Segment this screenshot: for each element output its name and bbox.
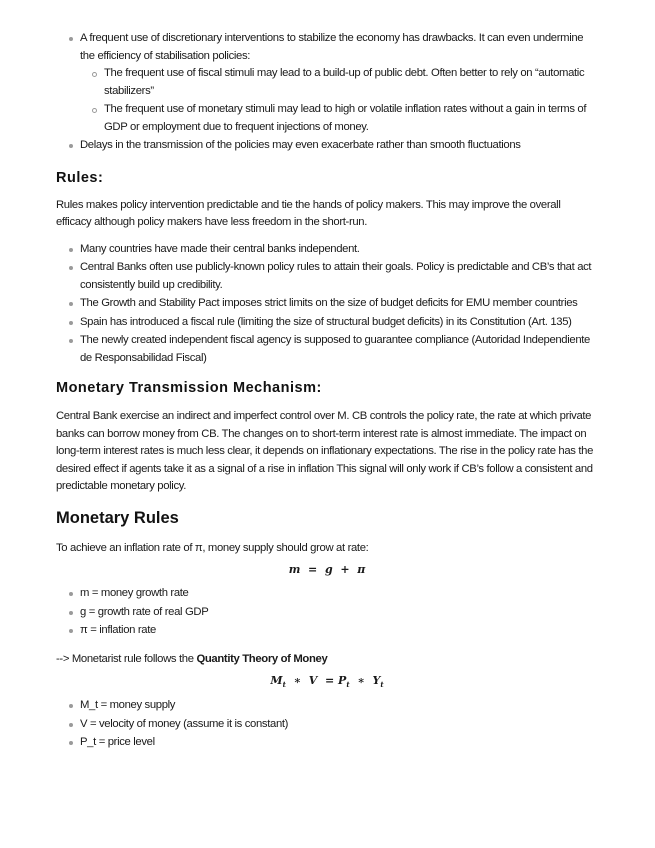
rules-paragraph: Rules makes policy intervention predictable and tie the hands of policy makers. This may improve the overall efficacy although policy makers have less freedom in the short-run. xyxy=(56,198,561,228)
list-item: Delays in the transmission of the policies may even exacerbate rather than smooth fluctuations xyxy=(56,137,598,155)
list-item: π = inflation rate xyxy=(56,622,598,640)
formula-symbol: ∗ xyxy=(357,674,365,687)
monetary-rules-intro: To achieve an inflation rate of π, money supply should grow at rate: xyxy=(56,541,369,554)
rules-list xyxy=(56,241,598,368)
formula-symbol: m xyxy=(288,563,301,576)
formula-symbol: + xyxy=(340,563,350,576)
formula-symbol: g xyxy=(324,563,333,576)
sub-list-item: The frequent use of monetary stimuli may lead to high or volatile inflation rates without a gain in terms of GDP or employment due to frequent injections of money. xyxy=(80,101,598,136)
formula-symbol: = xyxy=(308,563,318,576)
formula-symbol: P xyxy=(338,674,347,687)
formula-subscript: t xyxy=(346,680,350,690)
list-item: P_t = price level xyxy=(56,734,598,752)
monetarist-rule-line xyxy=(56,651,598,669)
list-item: g = growth rate of real GDP xyxy=(56,604,598,622)
monetarist-bold-term: Quantity Theory of Money xyxy=(196,652,328,665)
list-item: V = velocity of money (assume it is constant) xyxy=(56,716,598,734)
monetarist-prefix: --> Monetarist rule follows the xyxy=(56,652,197,665)
formula1-variables xyxy=(56,585,598,640)
list-item: Spain has introduced a fiscal rule (limiting the size of structural budget deficits) in its Constitution (Art. 135) xyxy=(56,314,598,332)
list-item xyxy=(56,30,598,136)
formula-symbol: M xyxy=(270,674,283,687)
formula-quantity-theory xyxy=(56,674,598,689)
sub-list-item: The frequent use of fiscal stimuli may lead to a build-up of public debt. Often better to rely on “automatic stabilizers” xyxy=(80,65,598,100)
intro-list xyxy=(56,30,598,155)
rules-heading: Rules: xyxy=(56,169,104,186)
formula-symbol: Y xyxy=(372,674,381,687)
list-item: The Growth and Stability Pact imposes strict limits on the size of budget deficits for EMU member countries xyxy=(56,295,598,313)
formula-symbol: V xyxy=(308,674,318,687)
list-item: m = money growth rate xyxy=(56,585,598,603)
formula-symbol: π xyxy=(357,563,366,576)
list-item: M_t = money supply xyxy=(56,697,598,715)
formula-subscript: t xyxy=(282,680,286,690)
formula-symbol: ∗ xyxy=(293,674,302,687)
list-item: Many countries have made their central banks independent. xyxy=(56,241,598,259)
formula2-variables xyxy=(56,697,598,752)
mtm-heading: Monetary Transmission Mechanism: xyxy=(56,380,322,396)
formula-subscript: t xyxy=(380,680,384,690)
list-item: Central Banks often use publicly-known policy rules to attain their goals. Policy is predictable and CB’s that act consistently build up credibility. xyxy=(56,259,598,294)
mtm-paragraph: Central Bank exercise an indirect and imperfect control over M. CB controls the policy rate, the rate at which private banks can borrow money from CB. The changes on to short-term interest rate is almost immediate. The impact on long-term interest rates is much less clear, it depends on inflationary expectations. The rise in the policy rate has the desired effect if agents take it as a signal of a rise in inflation This signal will only work if CB’s follow a consistent and predictable monetary policy. xyxy=(56,410,594,492)
sub-list xyxy=(80,65,598,136)
formula-money-growth xyxy=(56,563,598,576)
formula-symbol: = xyxy=(324,674,335,687)
monetary-rules-heading: Monetary Rules xyxy=(56,508,179,527)
document-content xyxy=(56,30,598,752)
list-item: The newly created independent fiscal agency is supposed to guarantee compliance (Autoridad Independiente de Responsabilidad Fiscal) xyxy=(56,332,598,367)
list-item-text: A frequent use of discretionary interventions to stabilize the economy has drawbacks. It can even undermine the efficiency of stabilisation policies: xyxy=(80,32,584,62)
